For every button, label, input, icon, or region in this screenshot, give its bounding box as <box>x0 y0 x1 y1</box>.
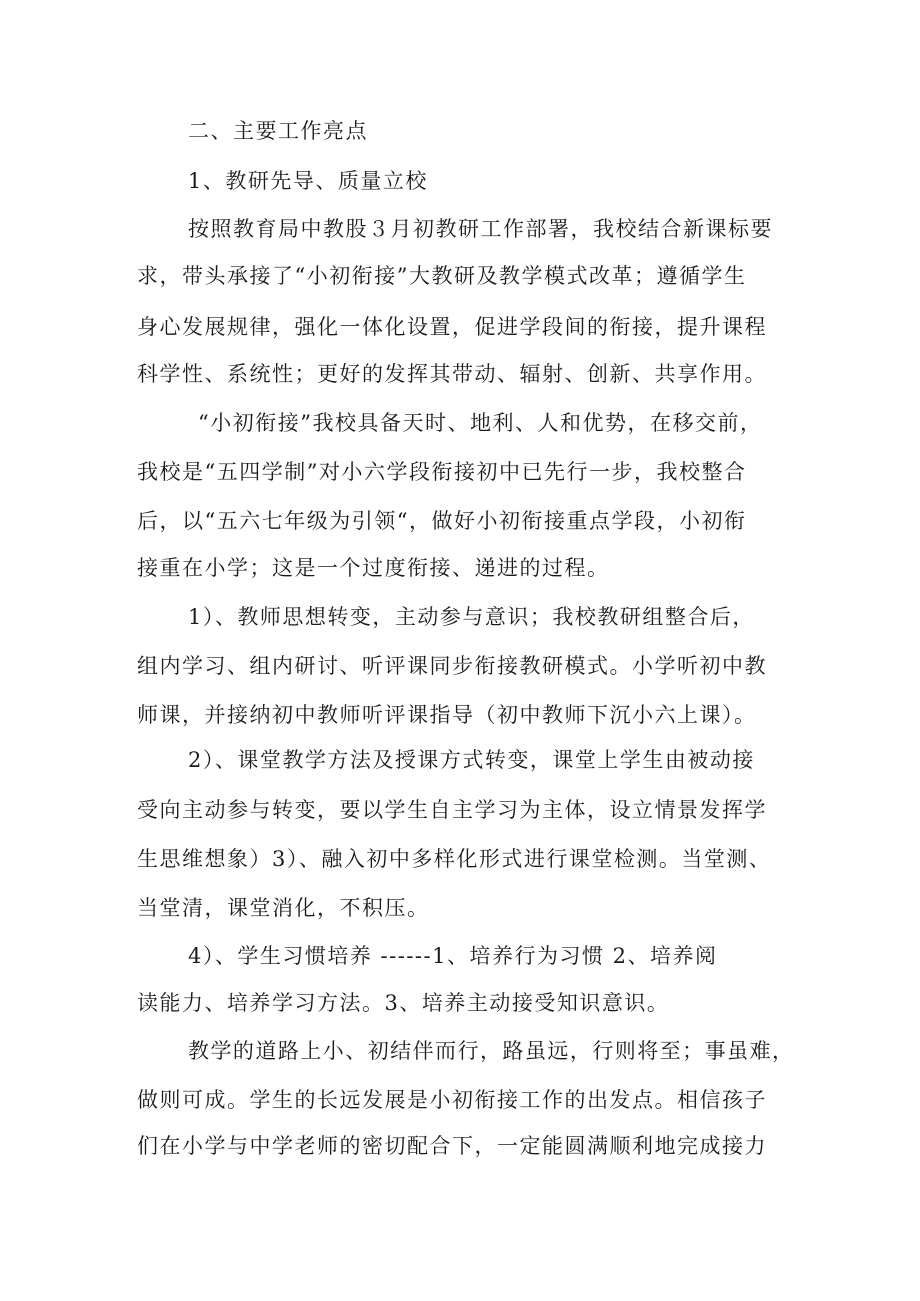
paragraph-5-line-2: 读能力、培养学习方法。3、培养主动接受知识意识。 <box>137 991 670 1015</box>
paragraph-2-line-1: “小初衔接”我校具备天时、地利、人和优势，在移交前， <box>198 411 763 435</box>
section-heading: 二、主要工作亮点 <box>188 119 368 143</box>
paragraph-2-line-2: 我校是“五四学制”对小六学段衔接初中已先行一步，我校整合 <box>137 460 747 484</box>
paragraph-1-line-3: 身心发展规律，强化一体化设置，促进学段间的衔接，提升课程 <box>137 315 767 339</box>
paragraph-1-line-1: 按照教育局中教股３月初教研工作部署，我校结合新课标要 <box>188 217 773 241</box>
paragraph-6-line-3: 们在小学与中学老师的密切配合下，一定能圆满顺利地完成接力 <box>137 1134 767 1158</box>
paragraph-3-line-1: 1）、教师思想转变，主动参与意识；我校教研组整合后， <box>188 605 755 629</box>
subsection-heading: 1、教研先导、质量立校 <box>188 169 428 193</box>
paragraph-4-line-4: 当堂清，课堂消化，不积压。 <box>137 896 430 920</box>
paragraph-1-line-2: 求，带头承接了“小初衔接”大教研及教学模式改革；遵循学生 <box>137 264 747 288</box>
paragraph-2-line-4: 接重在小学；这是一个过度衔接、递进的过程。 <box>137 556 610 580</box>
paragraph-2-line-3: 后，以“五六七年级为引领“，做好小初衔接重点学段，小初衔 <box>137 509 747 533</box>
paragraph-6-line-1: 教学的道路上小、初结伴而行，路虽远，行则将至；事虽难， <box>188 1039 795 1063</box>
paragraph-6-line-2: 做则可成。学生的长远发展是小初衔接工作的出发点。相信孩子 <box>137 1088 767 1112</box>
paragraph-4-line-2: 受向主动参与转变，要以学生自主学习为主体，设立情景发挥学 <box>137 798 767 822</box>
paragraph-4-line-1: 2）、课堂教学方法及授课方式转变，课堂上学生由被动接 <box>188 748 755 772</box>
paragraph-5-line-1: 4）、学生习惯培养 ------1、培养行为习惯 2、培养阅 <box>188 944 718 968</box>
paragraph-3-line-3: 师课，并接纳初中教师听评课指导（初中教师下沉小六上课）。 <box>137 703 757 727</box>
paragraph-4-line-3: 生思维想象）3）、融入初中多样化形式进行课堂检测。当堂测、 <box>137 847 772 871</box>
paragraph-1-line-4: 科学性、系统性；更好的发挥其带动、辐射、创新、共享作用。 <box>137 362 767 386</box>
paragraph-3-line-2: 组内学习、组内研讨、听评课同步衔接教研模式。小学听初中教 <box>137 654 767 678</box>
